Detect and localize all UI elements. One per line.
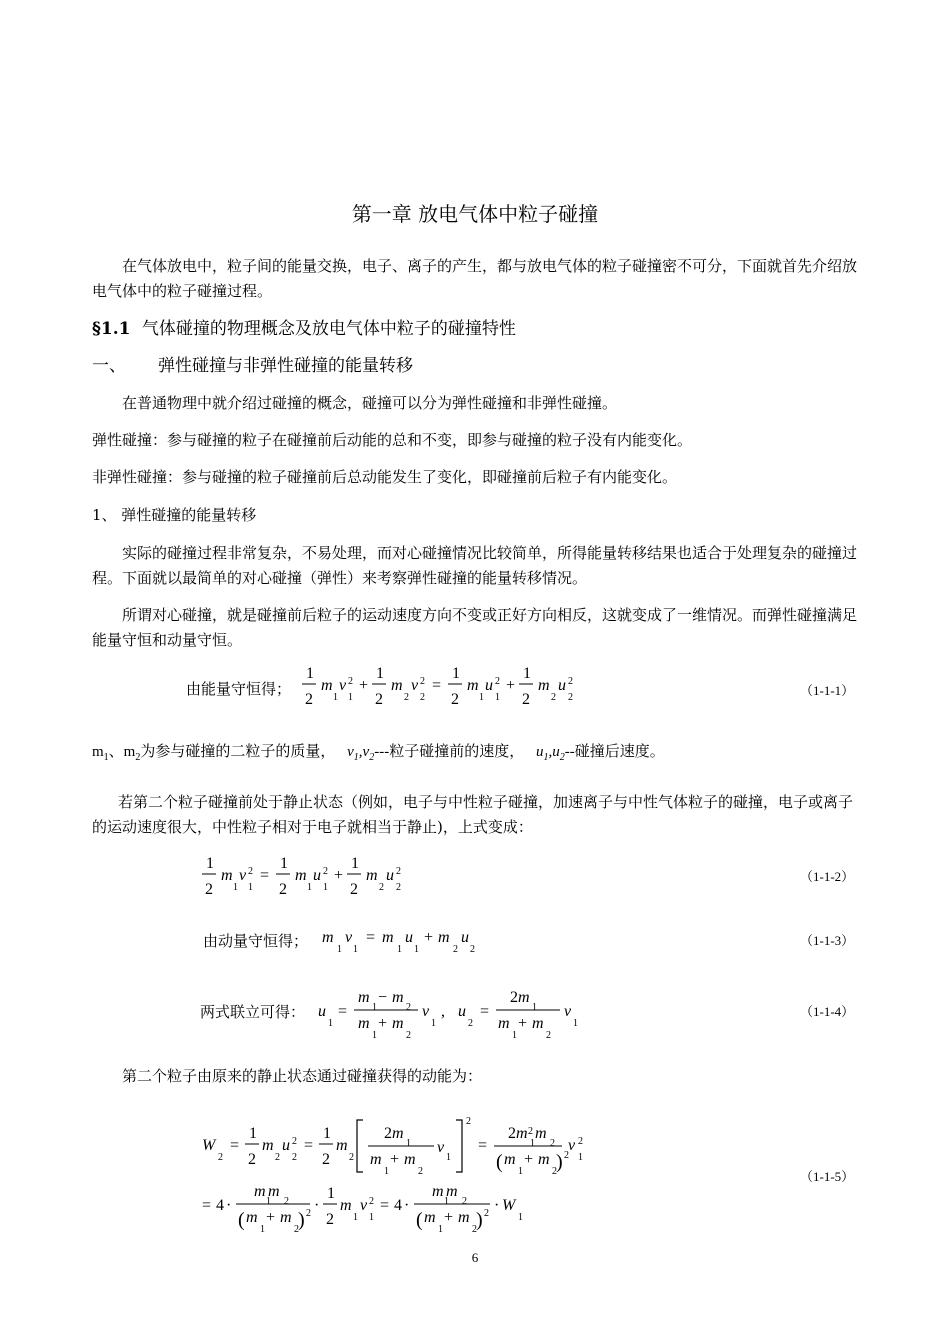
svg-text:=: = — [432, 677, 442, 694]
svg-text:2: 2 — [248, 1151, 256, 1168]
svg-text:m: m — [404, 1151, 416, 1168]
svg-text:m: m — [518, 989, 530, 1006]
svg-text:): ) — [556, 1151, 563, 1173]
svg-text:=: = — [202, 1197, 212, 1214]
svg-text:1: 1 — [328, 1018, 333, 1029]
svg-text:1: 1 — [532, 1002, 537, 1013]
svg-text:2: 2 — [470, 944, 475, 955]
svg-text:2: 2 — [420, 676, 425, 687]
equation-velocities-after — [314, 982, 594, 1048]
svg-text:W: W — [202, 1137, 216, 1154]
svg-text:+: + — [359, 677, 369, 694]
svg-text:1: 1 — [280, 855, 288, 872]
svg-text:2: 2 — [508, 1125, 516, 1142]
svg-text:v: v — [422, 1003, 430, 1020]
svg-text:1: 1 — [444, 1196, 449, 1207]
svg-text:v: v — [239, 867, 247, 884]
svg-text:1: 1 — [206, 855, 214, 872]
eq5-number: （1-1-5） — [800, 1169, 855, 1184]
svg-text:·: · — [226, 1197, 232, 1214]
svg-text:1: 1 — [376, 665, 384, 682]
svg-text:,: , — [441, 1003, 445, 1020]
svg-text:v: v — [339, 677, 347, 694]
svg-text:m: m — [358, 989, 370, 1006]
svg-text:+: + — [390, 1151, 400, 1168]
svg-text:m: m — [392, 1015, 404, 1032]
subsection-title: 弹性碰撞与非弹性碰撞的能量转移 — [158, 356, 413, 376]
eq4-number: （1-1-4） — [800, 1004, 855, 1019]
svg-text:m: m — [392, 1125, 404, 1142]
elastic-definition: 弹性碰撞：参与碰撞的粒子在碰撞前后动能的总和不变，即参与碰撞的粒子没有内能变化。 — [92, 431, 693, 449]
svg-text:m: m — [392, 989, 404, 1006]
svg-text:1: 1 — [372, 1030, 377, 1041]
item-heading: 1、 弹性碰撞的能量转移 — [92, 506, 257, 524]
svg-text:): ) — [298, 1209, 305, 1231]
svg-text:+: + — [506, 677, 516, 694]
svg-text:m: m — [358, 1015, 370, 1032]
eq1-number: （1-1-1） — [800, 683, 855, 698]
svg-text:2: 2 — [284, 1196, 289, 1207]
svg-text:m: m — [467, 677, 479, 694]
svg-text:m: m — [340, 1197, 352, 1214]
svg-text:W: W — [502, 1197, 516, 1214]
svg-text:2: 2 — [546, 1030, 551, 1041]
svg-text:·: · — [494, 1197, 500, 1214]
svg-text:1: 1 — [479, 692, 484, 703]
svg-text:1: 1 — [266, 1196, 271, 1207]
svg-text:2: 2 — [564, 1150, 569, 1161]
svg-text:1: 1 — [353, 1212, 358, 1223]
svg-text:1: 1 — [512, 1030, 517, 1041]
svg-text:2: 2 — [348, 676, 353, 687]
svg-text:2: 2 — [369, 1196, 374, 1207]
velocities-after-description: --碰撞后速度。 — [564, 744, 665, 760]
svg-text:−: − — [378, 989, 388, 1006]
svg-text:1: 1 — [337, 944, 342, 955]
svg-text:m: m — [535, 1125, 547, 1142]
svg-text:m: m — [532, 1015, 544, 1032]
equation-momentum-conservation — [320, 922, 490, 960]
svg-text:2: 2 — [323, 866, 328, 877]
svg-text:m: m — [498, 1015, 510, 1032]
svg-text:m: m — [538, 1151, 550, 1168]
svg-text:): ) — [476, 1209, 483, 1231]
svg-text:u: u — [318, 1003, 326, 1020]
central-collision-paragraph: 所谓对心碰撞，就是碰撞前后粒子的运动速度方向不变或正好方向相反，这就变成了一维情况。而弹性碰撞满足能量守恒和动量守恒。 — [92, 606, 858, 649]
svg-text:1: 1 — [518, 1166, 523, 1177]
kinetic-energy-paragraph: 第二个粒子由原来的静止状态通过碰撞获得的动能为： — [122, 1067, 483, 1085]
svg-text:1: 1 — [523, 665, 531, 682]
svg-text:2: 2 — [568, 692, 573, 703]
svg-text:+: + — [378, 1015, 388, 1032]
svg-text:1: 1 — [452, 665, 460, 682]
svg-text:m: m — [246, 1209, 258, 1226]
svg-text:v: v — [411, 677, 419, 694]
svg-text:m: m — [295, 867, 307, 884]
variables-line: $m_1$、$m_2$为参与碰撞的二粒子的质量， $v_1,v_2---$粒子碰撞前的速度， $u_1,u_2--$碰撞后速度。 — [92, 744, 665, 763]
svg-text:+: + — [266, 1209, 276, 1226]
svg-text:(: ( — [416, 1209, 423, 1231]
svg-text:4: 4 — [394, 1197, 402, 1214]
svg-text:2: 2 — [551, 692, 556, 703]
svg-text:v: v — [437, 1139, 445, 1156]
svg-text:1: 1 — [438, 1224, 443, 1235]
svg-text:+: + — [334, 867, 344, 884]
eq4-label: 两式联立可得： — [200, 1003, 306, 1021]
svg-text:1: 1 — [369, 1212, 374, 1223]
svg-text:1: 1 — [327, 1185, 335, 1202]
svg-text:2: 2 — [453, 944, 458, 955]
svg-text:u: u — [485, 677, 493, 694]
svg-text:m: m — [221, 867, 233, 884]
svg-text:u: u — [405, 929, 413, 946]
svg-text:·: · — [404, 1197, 410, 1214]
actual-collision-paragraph: 实际的碰撞过程非常复杂，不易处理，而对心碰撞情况比较简单，所得能量转移结果也适合于处理复杂的碰撞过程。下面就以最简单的对心碰撞（弹性）来考察弹性碰撞的能量转移情况。 — [92, 544, 858, 587]
svg-text:2: 2 — [305, 691, 313, 708]
svg-text:(: ( — [496, 1151, 503, 1173]
svg-text:2: 2 — [294, 1224, 299, 1235]
svg-text:m: m — [280, 1209, 292, 1226]
svg-text:u: u — [282, 1137, 290, 1154]
equation-rest-energy — [200, 850, 420, 906]
rest-paragraph: 若第二个粒子碰撞前处于静止状态（例如，电子与中性粒子碰撞，加速离子与中性气体粒子的碰撞，电子或离子的运动速度很大，中性粒子相对于电子就相当于静止)，上式变成： — [92, 793, 854, 836]
svg-text:1: 1 — [573, 1018, 578, 1029]
svg-text:2: 2 — [350, 881, 358, 898]
svg-text:1: 1 — [351, 855, 359, 872]
svg-text:m: m — [322, 929, 334, 946]
subsection-number: 一、 — [92, 356, 126, 376]
svg-text:2: 2 — [292, 1136, 297, 1147]
svg-text:1: 1 — [323, 1125, 331, 1142]
equation-transferred-energy — [200, 1110, 620, 1244]
svg-text:m: m — [336, 1137, 348, 1154]
svg-text:1: 1 — [249, 1125, 257, 1142]
svg-text:2: 2 — [552, 1166, 557, 1177]
svg-text:2: 2 — [384, 1125, 392, 1142]
svg-text:2: 2 — [326, 1211, 334, 1228]
equation-energy-conservation — [300, 660, 600, 716]
svg-text:2: 2 — [349, 1152, 354, 1163]
svg-text:2: 2 — [279, 881, 287, 898]
svg-text:+: + — [424, 929, 434, 946]
svg-text:m: m — [382, 929, 394, 946]
svg-text:2: 2 — [466, 1116, 471, 1127]
svg-text:2: 2 — [451, 691, 459, 708]
svg-text:m: m — [370, 1151, 382, 1168]
svg-text:m: m — [446, 1183, 458, 1200]
svg-text:1: 1 — [406, 1138, 411, 1149]
intro-paragraph: 在气体放电中，粒子间的能量交换，电子、离子的产生，都与放电气体的粒子碰撞密不可分，下面就首先介绍放电气体中的粒子碰撞过程。 — [92, 257, 858, 300]
svg-text:m: m — [391, 677, 403, 694]
svg-text:2: 2 — [306, 1208, 311, 1219]
svg-text:2: 2 — [248, 866, 253, 877]
masses-description: 为参与碰撞的二粒子的质量， — [140, 744, 336, 760]
svg-text:v: v — [568, 1137, 576, 1154]
svg-text:2: 2 — [568, 676, 573, 687]
svg-text:1: 1 — [306, 665, 314, 682]
svg-text:2: 2 — [205, 881, 213, 898]
svg-text:m: m — [424, 1209, 436, 1226]
svg-text:u: u — [386, 867, 394, 884]
svg-text:=: = — [366, 929, 376, 946]
svg-text:1: 1 — [353, 944, 358, 955]
section-number: §1.1 — [92, 319, 131, 339]
svg-text:1: 1 — [372, 1002, 377, 1013]
svg-text:1: 1 — [248, 882, 253, 893]
svg-text:1: 1 — [333, 692, 338, 703]
svg-text:2: 2 — [396, 866, 401, 877]
svg-text:1: 1 — [384, 1166, 389, 1177]
svg-text:+: + — [524, 1151, 534, 1168]
eq3-number: （1-1-3） — [800, 933, 855, 948]
svg-text:=: = — [260, 867, 270, 884]
section-title: 气体碰撞的物理概念及放电气体中粒子的碰撞特性 — [141, 319, 516, 339]
svg-text:2: 2 — [292, 1152, 297, 1163]
svg-text:=: = — [380, 1197, 390, 1214]
chapter-title: 第一章 放电气体中粒子碰撞 — [351, 202, 599, 226]
svg-text:+: + — [444, 1209, 454, 1226]
svg-text:2: 2 — [375, 691, 383, 708]
svg-text:1: 1 — [446, 1152, 451, 1163]
svg-text:u: u — [313, 867, 321, 884]
svg-text:2: 2 — [218, 1152, 223, 1163]
svg-text:m: m — [438, 929, 450, 946]
svg-text:m: m — [366, 867, 378, 884]
svg-text:1: 1 — [530, 1138, 535, 1149]
svg-text:v: v — [360, 1197, 368, 1214]
svg-text:2: 2 — [418, 1166, 423, 1177]
svg-text:1: 1 — [260, 1224, 265, 1235]
svg-text:1: 1 — [233, 882, 238, 893]
svg-text:m: m — [538, 677, 550, 694]
svg-text:=: = — [478, 1137, 488, 1154]
svg-text:2: 2 — [396, 882, 401, 893]
svg-text:1: 1 — [348, 692, 353, 703]
svg-text:1: 1 — [495, 692, 500, 703]
svg-text:2: 2 — [404, 692, 409, 703]
svg-text:2: 2 — [406, 1002, 411, 1013]
svg-text:m: m — [504, 1151, 516, 1168]
svg-text:=: = — [338, 1003, 348, 1020]
section-heading — [92, 314, 516, 339]
svg-text:=: = — [304, 1137, 314, 1154]
svg-text:·: · — [314, 1197, 320, 1214]
svg-text:2: 2 — [379, 882, 384, 893]
svg-text:2: 2 — [528, 1126, 533, 1137]
eq2-number: （1-1-2） — [800, 869, 855, 884]
svg-text:m: m — [262, 1137, 274, 1154]
svg-text:m: m — [321, 677, 333, 694]
svg-text:1: 1 — [397, 944, 402, 955]
svg-text:2: 2 — [406, 1030, 411, 1041]
eq3-label: 由动量守恒得； — [203, 932, 309, 950]
svg-text:2: 2 — [275, 1152, 280, 1163]
svg-text:1: 1 — [323, 882, 328, 893]
svg-text:m: m — [458, 1209, 470, 1226]
svg-text:u: u — [458, 1003, 466, 1020]
eq1-label: 由能量守恒得； — [186, 680, 292, 698]
svg-text:2: 2 — [578, 1136, 583, 1147]
svg-text:v: v — [564, 1003, 572, 1020]
svg-text:v: v — [345, 929, 353, 946]
velocities-before-description: ---粒子碰撞前的速度， — [374, 744, 525, 760]
svg-text:4: 4 — [216, 1197, 224, 1214]
svg-text:+: + — [518, 1015, 528, 1032]
svg-text:2: 2 — [550, 1138, 555, 1149]
svg-text:m: m — [254, 1183, 266, 1200]
svg-text:2: 2 — [495, 676, 500, 687]
svg-text:2: 2 — [420, 692, 425, 703]
svg-text:2: 2 — [472, 1224, 477, 1235]
svg-text:2: 2 — [484, 1208, 489, 1219]
svg-text:(: ( — [238, 1209, 245, 1231]
inelastic-definition: 非弹性碰撞：参与碰撞的粒子碰撞前后总动能发生了变化，即碰撞前后粒子有内能变化。 — [92, 468, 678, 486]
page-number: 6 — [471, 1250, 479, 1265]
svg-text:1: 1 — [431, 1018, 436, 1029]
svg-text:m: m — [432, 1183, 444, 1200]
svg-text:m: m — [516, 1125, 528, 1142]
svg-text:2: 2 — [468, 1018, 473, 1029]
svg-text:1: 1 — [307, 882, 312, 893]
svg-text:m: m — [268, 1183, 280, 1200]
svg-text:1: 1 — [518, 1212, 523, 1223]
svg-text:=: = — [480, 1003, 490, 1020]
svg-text:=: = — [230, 1137, 240, 1154]
svg-text:u: u — [461, 929, 469, 946]
svg-text:2: 2 — [510, 989, 518, 1006]
svg-text:2: 2 — [522, 691, 530, 708]
svg-text:2: 2 — [322, 1151, 330, 1168]
general-paragraph: 在普通物理中就介绍过碰撞的概念，碰撞可以分为弹性碰撞和非弹性碰撞。 — [122, 394, 618, 412]
svg-text:2: 2 — [462, 1196, 467, 1207]
svg-text:1: 1 — [414, 944, 419, 955]
subsection-heading — [92, 351, 413, 376]
svg-text:1: 1 — [578, 1152, 583, 1163]
svg-text:u: u — [558, 677, 566, 694]
